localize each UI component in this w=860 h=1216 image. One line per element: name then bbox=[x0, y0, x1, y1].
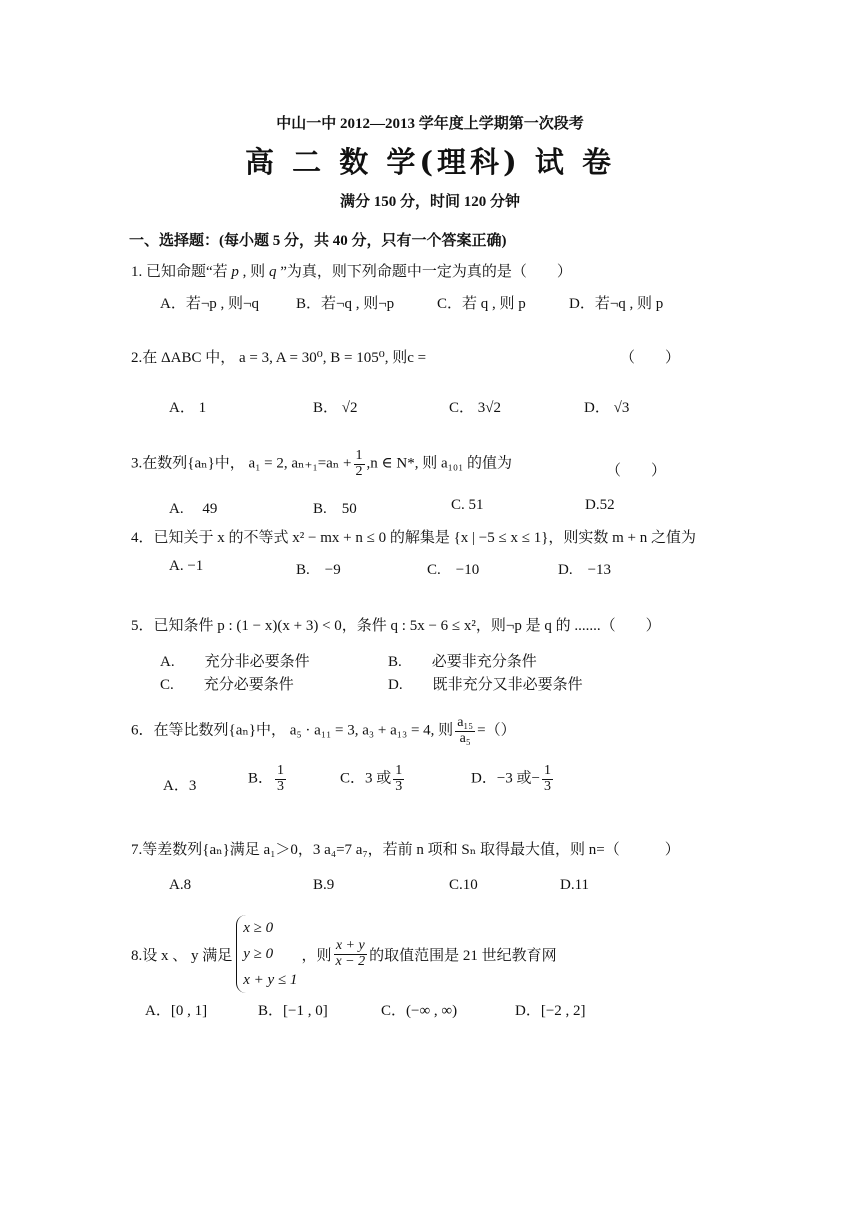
q3-answer-paren: （ ） bbox=[606, 463, 667, 479]
q2-option-c[interactable]: C． 3√2 bbox=[449, 400, 501, 416]
q3-fraction bbox=[354, 449, 365, 479]
q6-text-b: =（） bbox=[477, 722, 516, 739]
q1-p: p bbox=[231, 264, 239, 280]
q3-option-c[interactable]: C. 51 bbox=[451, 497, 484, 513]
q1-option-c[interactable]: C．若 q , 则 p bbox=[437, 296, 526, 312]
q2-option-b[interactable]: B． √2 bbox=[313, 400, 358, 416]
q2-answer-paren: （ ） bbox=[620, 350, 681, 366]
question-2: 2.在 ΔABC 中， a = 3, A = 30⁰, B = 105⁰, 则c = bbox=[131, 350, 427, 366]
q6-frac-den: a₅ bbox=[459, 730, 471, 746]
q7-option-c[interactable]: C.10 bbox=[449, 877, 478, 893]
q5-option-c[interactable]: C. 充分必要条件 bbox=[160, 677, 294, 693]
q8-frac-num: x + y bbox=[335, 937, 365, 953]
question-1 bbox=[131, 260, 572, 281]
school-line: 中山一中 2012—2013 学年度上学期第一次段考 bbox=[276, 116, 584, 132]
q6-c-num: 1 bbox=[395, 763, 403, 778]
q4-option-a[interactable]: A. −1 bbox=[169, 558, 204, 574]
q8-option-d[interactable]: D．[−2 , 2] bbox=[515, 1003, 586, 1019]
q1-suffix: ”为真，则下列命题中一定为真的是（ ） bbox=[276, 264, 572, 280]
q7-option-a[interactable]: A.8 bbox=[169, 877, 192, 893]
q6-option-a[interactable]: A．3 bbox=[163, 778, 197, 794]
section-heading: 一、选择题：(每小题 5 分，共 40 分，只有一个答案正确) bbox=[129, 233, 507, 249]
q8-text-c: 的取值范围是 21 世纪教育网 bbox=[369, 947, 557, 964]
q6-b-num: 1 bbox=[277, 763, 285, 778]
q7-option-b[interactable]: B.9 bbox=[313, 877, 335, 893]
q3-frac-den: 2 bbox=[355, 463, 363, 479]
q8-constraint-3: x + y ≤ 1 bbox=[243, 972, 298, 988]
q4-option-c[interactable]: C. −10 bbox=[427, 562, 480, 578]
question-5: 5．已知条件 p : (1 − x)(x + 3) < 0，条件 q : 5x − 6 ≤ x²，则¬p 是 q 的 .......（ ） bbox=[131, 618, 661, 634]
q1-option-a[interactable]: A．若¬p , 则¬q bbox=[160, 296, 260, 312]
q8-option-b[interactable]: B．[−1 , 0] bbox=[258, 1003, 328, 1019]
q8-fraction bbox=[333, 939, 367, 969]
q6-option-d-fraction bbox=[542, 764, 553, 794]
question-4: 4．已知关于 x 的不等式 x² − mx + n ≤ 0 的解集是 {x | −5 ≤ x ≤ 1}，则实数 m + n 之值为 bbox=[131, 530, 697, 546]
q6-d-num: 1 bbox=[544, 763, 552, 778]
q6-option-d-label: D．−3 或− bbox=[471, 770, 541, 787]
q8-constraint-1: x ≥ 0 bbox=[243, 920, 274, 936]
q8-option-c[interactable]: C．(−∞ , ∞) bbox=[381, 1003, 458, 1019]
q6-option-b[interactable] bbox=[248, 764, 288, 794]
q6-option-c-fraction bbox=[393, 764, 404, 794]
q3-option-d[interactable]: D.52 bbox=[585, 497, 615, 513]
q2-option-d[interactable]: D． √3 bbox=[584, 400, 630, 416]
q3-option-a[interactable]: A. 49 bbox=[169, 501, 218, 517]
q6-option-c[interactable] bbox=[340, 764, 406, 794]
question-7: 7.等差数列{aₙ}满足 a₁＞0，3 a₄=7 a₇，若前 n 项和 Sₙ 取得最大值，则 n=（ ） bbox=[131, 842, 680, 858]
q6-frac-num: a₁₅ bbox=[457, 715, 474, 730]
q6-option-b-fraction bbox=[275, 764, 286, 794]
q6-option-b-label: B． bbox=[248, 770, 274, 787]
q2-option-a[interactable]: A． 1 bbox=[169, 400, 207, 416]
exam-info: 满分 150 分，时间 120 分钟 bbox=[339, 194, 520, 210]
q8-constraint-2: y ≥ 0 bbox=[243, 946, 274, 962]
q8-text-a: 8.设 x 、 y 满足 bbox=[131, 947, 233, 964]
question-3 bbox=[131, 449, 512, 479]
q7-option-d[interactable]: D.11 bbox=[560, 877, 590, 893]
q1-option-b[interactable]: B．若¬q , 则¬p bbox=[296, 296, 395, 312]
q8-constraint-system bbox=[236, 915, 297, 993]
q1-option-d[interactable]: D．若¬q , 则 p bbox=[569, 296, 664, 312]
question-6 bbox=[131, 716, 516, 746]
q4-option-b[interactable]: B. −9 bbox=[296, 562, 341, 578]
q6-d-den: 3 bbox=[544, 778, 552, 794]
q5-option-d[interactable]: D. 既非充分又非必要条件 bbox=[388, 677, 583, 693]
q3-frac-num: 1 bbox=[355, 448, 363, 463]
q5-option-a[interactable]: A. 充分非必要条件 bbox=[160, 654, 310, 670]
q1-mid: , 则 bbox=[238, 264, 269, 280]
q6-b-den: 3 bbox=[277, 778, 285, 794]
q4-option-d[interactable]: D. −13 bbox=[558, 562, 612, 578]
question-8 bbox=[131, 915, 557, 993]
q8-text-b: ，则 bbox=[301, 947, 332, 964]
q6-fraction bbox=[455, 716, 475, 746]
q8-frac-den: x − 2 bbox=[335, 953, 366, 969]
q1-prefix: 1. 已知命题“若 bbox=[131, 264, 232, 280]
q6-c-den: 3 bbox=[395, 778, 403, 794]
q1-q: q bbox=[268, 264, 277, 280]
q8-option-a[interactable]: A．[0 , 1] bbox=[145, 1003, 208, 1019]
exam-title: 高 二 数 学(理科) 试 卷 bbox=[245, 145, 615, 179]
q6-text-a: 6．在等比数列{aₙ}中， a₅ · a₁₁ = 3, a₃ + a₁₃ = 4, 则 bbox=[131, 722, 454, 739]
q3-text-b: ,n ∈ N*, 则 a₁₀₁ 的值为 bbox=[366, 455, 513, 472]
q6-option-c-label: C．3 或 bbox=[340, 770, 392, 787]
q3-option-b[interactable]: B. 50 bbox=[313, 501, 357, 517]
q3-text-a: 3.在数列{aₙ}中， a₁ = 2, aₙ₊₁=aₙ + bbox=[131, 455, 352, 472]
q5-option-b[interactable]: B. 必要非充分条件 bbox=[388, 654, 537, 670]
q6-option-d[interactable] bbox=[471, 764, 555, 794]
